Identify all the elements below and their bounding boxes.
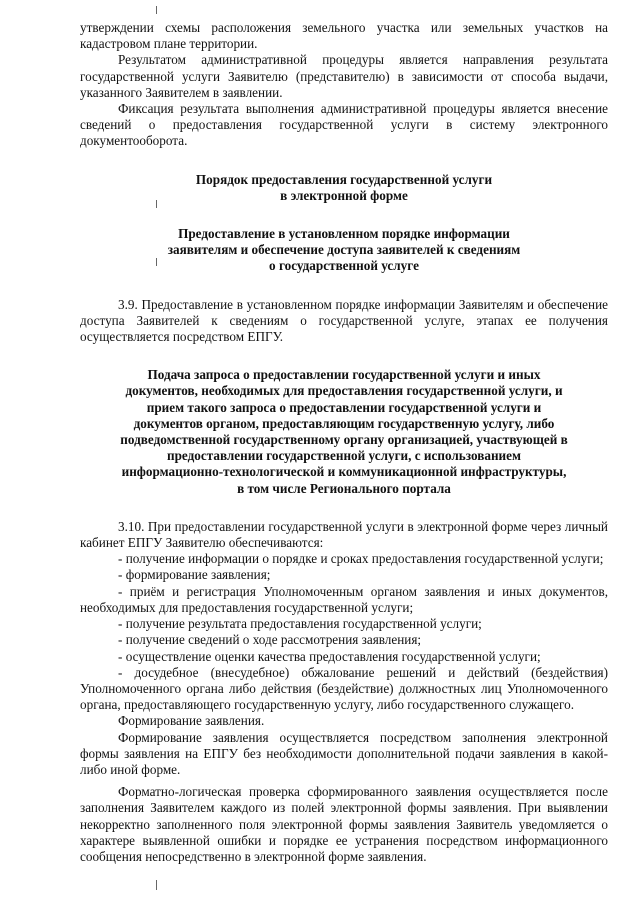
scan-mark: [156, 258, 157, 266]
heading-line: документов, необходимых для предоставления государственной услуги, и: [125, 383, 563, 399]
heading-line: в том числе Регионального портала: [237, 480, 451, 496]
heading-information: [80, 226, 608, 275]
heading-line: документов органом, предоставляющим государственную услугу, либо: [133, 415, 555, 431]
heading-line: о государственной услуге: [269, 258, 419, 274]
list-item: - приём и регистрация Уполномоченным органом заявления и иных документов, необходимых для предоставления государственной услуги;: [80, 583, 608, 615]
paragraph-continuation: утверждении схемы расположения земельного участка или земельных участков на кадастровом плане территории.: [80, 20, 608, 52]
subheading-form: Формирование заявления.: [118, 713, 265, 729]
heading-line: в электронной форме: [280, 187, 408, 203]
list-item: - формирование заявления;: [118, 567, 271, 583]
heading-line: заявителям и обеспечение доступа заявителей к сведениям: [167, 242, 521, 258]
list-item: - получение результата предоставления государственной услуги;: [118, 616, 482, 632]
heading-line: Порядок предоставления государственной услуги: [195, 171, 493, 187]
heading-line: информационно-технологической и коммуникационной инфраструктуры,: [121, 464, 567, 480]
heading-line: предоставлении государственной услуги, с использованием: [167, 448, 521, 464]
document-page: [80, 20, 608, 865]
list-item: - получение информации о порядке и сроках предоставления государственной услуги;: [118, 551, 604, 567]
scan-mark: [156, 200, 157, 208]
list-item: - получение сведений о ходе рассмотрения заявления;: [118, 632, 422, 648]
section-3-10-intro: 3.10. При предоставлении государственной услуги в электронной форме через личный кабинет ЕПГУ Заявителю обеспечиваются:: [80, 518, 608, 551]
heading-line: Подача запроса о предоставлении государственной услуги и иных: [147, 367, 541, 383]
heading-line: прием такого запроса о предоставлении государственной услуги и: [146, 399, 542, 415]
list-item: - досудебное (внесудебное) обжалование решений и действий (бездействия) Уполномоченного органа либо действия (бездействие) должностных лиц Уполномоченного органа, предоставляющего государственную услугу, либо государственного служащего.: [80, 664, 608, 713]
paragraph-result: Результатом административной процедуры является направления результата государственной услуги Заявителю (представителю) в зависимости от способа выдачи, указанного Заявителем в заявлении.: [80, 52, 608, 100]
heading-request: [80, 367, 608, 497]
scan-mark: [156, 6, 157, 14]
list-item: - осуществление оценки качества предоставления государственной услуги;: [118, 648, 541, 664]
paragraph-fixation: Фиксация результата выполнения административной процедуры является внесение сведений о предоставления государственной услуги в систему электронного документооборота.: [80, 101, 608, 149]
section-3-9: 3.9. Предоставление в установленном порядке информации Заявителям и обеспечение доступа Заявителей к сведениям о государственной услуге, этапах ее получения осуществляется посредством ЕПГУ.: [80, 296, 608, 345]
heading-line: подведомственной государственному органу организацией, участвующей в: [120, 432, 568, 448]
heading-line: Предоставление в установленном порядке информации: [178, 226, 510, 242]
scan-mark: [156, 880, 157, 890]
paragraph-check: Форматно-логическая проверка сформированного заявления осуществляется после заполнения Заявителем каждого из полей электронной формы заявления. При выявлении некорректно заполненного поля электронной формы заявления Заявитель уведомляется о характере выявленной ошибки и порядке ее устранения посредством информационного сообщения непосредственно в электронной форме заявления.: [80, 784, 608, 864]
heading-electronic-form: [80, 172, 608, 204]
paragraph-form: Формирование заявления осуществляется посредством заполнения электронной формы заявления на ЕПГУ без необходимости дополнительной подачи заявления в какой-либо иной форме.: [80, 729, 608, 777]
